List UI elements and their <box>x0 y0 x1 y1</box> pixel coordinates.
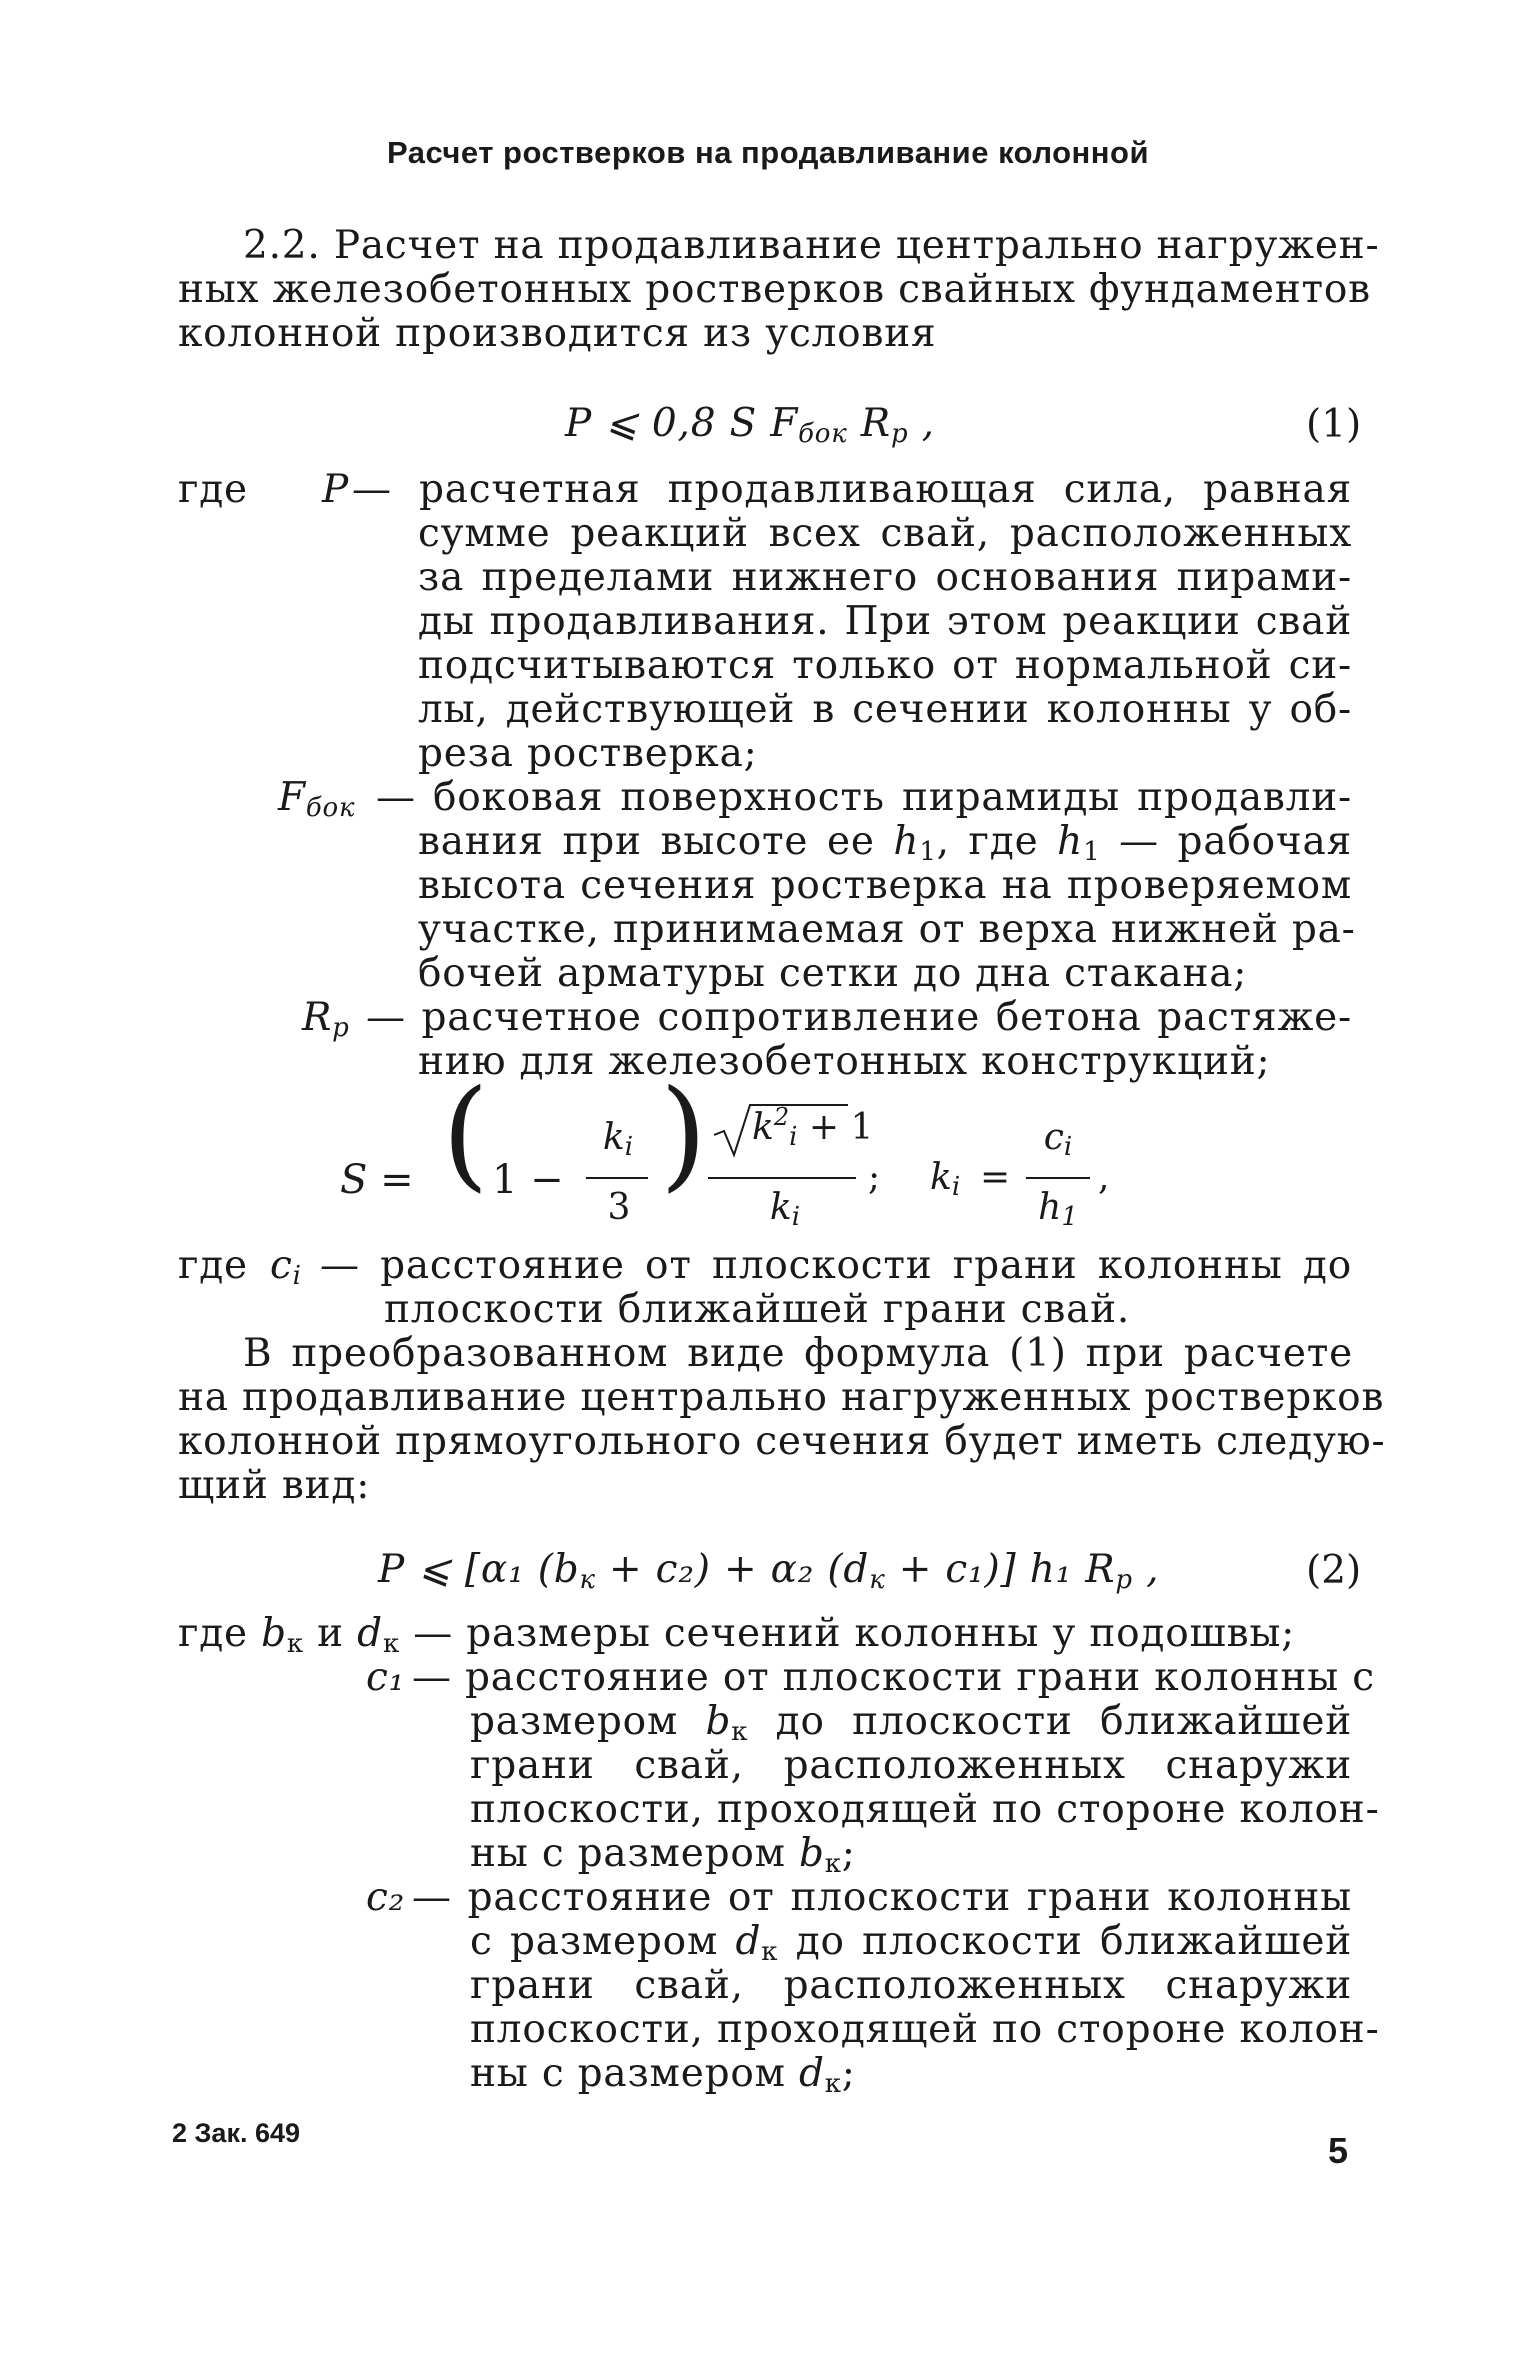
where-label-p: где <box>178 467 248 512</box>
para1-line2: ных железобетонных ростверков свайных фундаментов <box>178 267 1371 312</box>
def-c2-line4: плоскости, проходящей по стороне колон- <box>470 2007 1380 2052</box>
formula-s-right-paren: ) <box>660 1065 707 1204</box>
def-p-line7: реза ростверка; <box>418 731 758 776</box>
def-r-line2: нию для железобетонных конструкций; <box>418 1039 1271 1084</box>
formula-s-inner-fraction-bar <box>586 1177 648 1179</box>
def-f-line2: вания при высоте ее $h_1$, где $h_1$ — рабочая <box>418 819 1352 867</box>
def-c1-line4: плоскости, проходящей по стороне колон- <box>470 1787 1380 1832</box>
def-f-line3: высота сечения ростверка на проверяемом <box>418 863 1352 908</box>
def-p-line3: за пределами нижнего основания пирами- <box>418 555 1352 600</box>
symbol-r-p: $R_р$ <box>302 995 350 1043</box>
def-c1-line2: размером $b_к$ до плоскости ближайшей <box>470 1699 1352 1747</box>
para1-line3: колонной производится из условия <box>178 311 937 356</box>
def-p-line6: лы, действующей в сечении колонны у об- <box>418 687 1352 732</box>
formula-k-fraction-bar <box>1026 1177 1090 1179</box>
formula-s-lhs: S = <box>340 1157 414 1203</box>
def-c1-line5: ны с размером $b_к$; <box>470 1831 856 1879</box>
formula-s-k-numerator: $k_i$ <box>602 1117 634 1162</box>
symbol-c-i: $c_i$ <box>270 1243 302 1291</box>
equation-2-number: (2) <box>1306 1548 1362 1593</box>
formula-s-main-fraction-bar <box>708 1177 856 1179</box>
def-c-line2: плоскости ближайшей грани свай. <box>384 1287 1131 1332</box>
def-p-line2: сумме реакций всех свай, расположенных <box>418 511 1352 556</box>
symbol-p: P <box>322 467 350 512</box>
para2-line1: В преобразованном виде формула (1) при расчете <box>243 1331 1353 1376</box>
symbol-f-bok: $F_{бок}$ <box>278 775 356 823</box>
formula-s-denominator-k: $k_i$ <box>769 1187 801 1232</box>
def-f-line4: участке, принимаемая от верха нижней ра- <box>418 907 1356 952</box>
def-p-line1: — расчетная продавливающая сила, равная <box>352 467 1352 512</box>
para1-line1: 2.2. Расчет на продавливание центрально нагружен- <box>243 223 1380 268</box>
def-c2-line2: с размером $d_к$ до плоскости ближайшей <box>470 1919 1352 1967</box>
formula-k-equals: = <box>980 1157 1011 1198</box>
section-heading: Расчет ростверков на продавливание колонной <box>386 135 1150 170</box>
def-c1-line3: грани свай, расположенных снаружи <box>470 1743 1352 1788</box>
formula-s-semicolon: ; <box>868 1157 881 1198</box>
def-c2-line3: грани свай, расположенных снаружи <box>470 1963 1352 2008</box>
formula-s-three: 3 <box>607 1187 631 1228</box>
para2-line2: на продавливание центрально нагруженных ростверков <box>178 1375 1385 1420</box>
formula-k-lhs: $k_i$ <box>930 1157 961 1202</box>
para2-line4: щий вид: <box>178 1463 371 1508</box>
def-p-line5: подсчитываются только от нормальной си- <box>418 643 1352 688</box>
def-c2-line5: ны с размером $d_к$; <box>470 2051 856 2099</box>
def-c2-line1: — расстояние от плоскости грани колонны <box>412 1875 1352 1920</box>
para2-line3: колонной прямоугольного сечения будет иметь следую- <box>178 1419 1386 1464</box>
def-r-line1: — расчетное сопротивление бетона растяже- <box>366 995 1352 1040</box>
page-number: 5 <box>1328 2130 1349 2171</box>
formula-k-numerator-c: $c_i$ <box>1043 1117 1073 1162</box>
def-p-line4: ды продавливания. При этом реакции свай <box>418 599 1352 644</box>
formula-k-comma: , <box>1098 1157 1110 1198</box>
symbol-c1: c₁ <box>366 1655 406 1700</box>
formula-k-denominator-h: $h_1$ <box>1038 1187 1078 1232</box>
where-label-c: где <box>178 1243 248 1288</box>
def-bd-line1: где $b_к$ и $d_к$ — размеры сечений колонны у подошвы; <box>178 1611 1296 1659</box>
formula-s-one-minus: 1 − <box>492 1157 564 1203</box>
footer-order-mark: 2 Зак. 649 <box>172 2118 301 2148</box>
def-c-line1: — расстояние от плоскости грани колонны до <box>320 1243 1352 1288</box>
equation-1-number: (1) <box>1306 402 1362 447</box>
def-f-line5: бочей арматуры сетки до дна стакана; <box>418 951 1248 996</box>
equation-2: P ⩽ [α₁ $(b_к + c_2) + \alpha_2$ $(d_к + c_1)$] h₁ $R_р$ , <box>378 1547 1160 1595</box>
formula-s-sqrt-content: $k^2_i + 1$ <box>752 1103 874 1152</box>
symbol-c2: c₂ <box>366 1875 406 1920</box>
def-f-line1: — боковая поверхность пирамиды продавли- <box>376 775 1352 820</box>
def-c1-line1: — расстояние от плоскости грани колонны с <box>412 1655 1375 1700</box>
formula-s-left-paren: ( <box>442 1065 489 1204</box>
equation-1: P ⩽ 0,8 S $F_{бок}$ $R_р$ , <box>565 401 935 449</box>
